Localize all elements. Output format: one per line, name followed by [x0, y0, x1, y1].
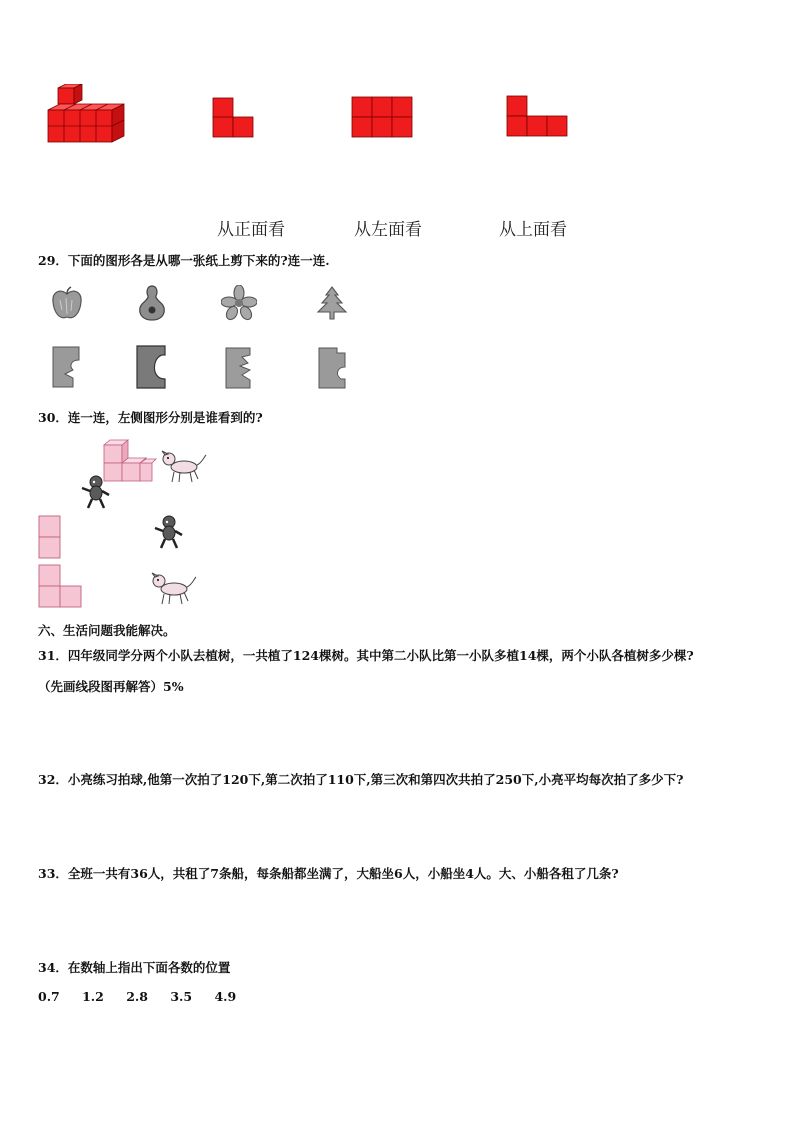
- dog-icon-2: [150, 571, 198, 607]
- cut-paper-1-icon: [51, 346, 81, 388]
- gourd-shape-icon: [137, 284, 167, 322]
- question-32: 32．小亮练习拍球,他第一次拍了120下,第二次拍了110下,第三次和第四次共拍了250下,小亮平均每次拍了多少下?: [38, 772, 684, 787]
- number-list: [38, 989, 254, 1004]
- monkey-icon-2: [151, 514, 187, 550]
- number-item: 2.8: [126, 989, 148, 1004]
- monkey-icon: [78, 474, 114, 510]
- apple-shape-icon: [50, 286, 84, 322]
- cube-stack-3d: [44, 84, 128, 146]
- label-front-view: 从正面看: [217, 220, 285, 240]
- question-31: 31．四年级同学分两个小队去植树，一共植了124棵树。其中第二小队比第一小队多植14棵，两个小队各植树多少棵?: [38, 648, 694, 663]
- dog-icon: [160, 449, 208, 485]
- left-view-shape: [351, 96, 413, 138]
- cut-paper-2-icon: [135, 345, 167, 389]
- view-shape-l: [38, 564, 82, 608]
- question-29: 29．下面的图形各是从哪一张纸上剪下来的?连一连.: [38, 253, 330, 268]
- question-34: 34．在数轴上指出下面各数的位置: [38, 960, 231, 975]
- question-31-note: （先画线段图再解答）5%: [38, 679, 184, 694]
- top-view-shape: [506, 95, 568, 137]
- cut-paper-3-icon: [224, 347, 252, 389]
- front-view-shape: [212, 97, 254, 138]
- tree-shape-icon: [315, 285, 349, 321]
- view-shape-column: [38, 515, 62, 559]
- number-item: 1.2: [82, 989, 104, 1004]
- question-30: 30．连一连，左侧图形分别是谁看到的?: [38, 410, 263, 425]
- label-left-view: 从左面看: [354, 220, 422, 240]
- question-33: 33．全班一共有36人，共租了7条船，每条船都坐满了，大船坐6人，小船坐4人。大、小船各租了几条?: [38, 866, 619, 881]
- label-top-view: 从上面看: [499, 220, 567, 240]
- flower-shape-icon: [221, 285, 257, 321]
- number-item: 4.9: [214, 989, 237, 1004]
- section-title: 六、生活问题我能解决。: [38, 623, 176, 638]
- number-item: 3.5: [170, 989, 193, 1004]
- cut-paper-4-icon: [317, 347, 347, 389]
- number-item: 0.7: [38, 989, 60, 1004]
